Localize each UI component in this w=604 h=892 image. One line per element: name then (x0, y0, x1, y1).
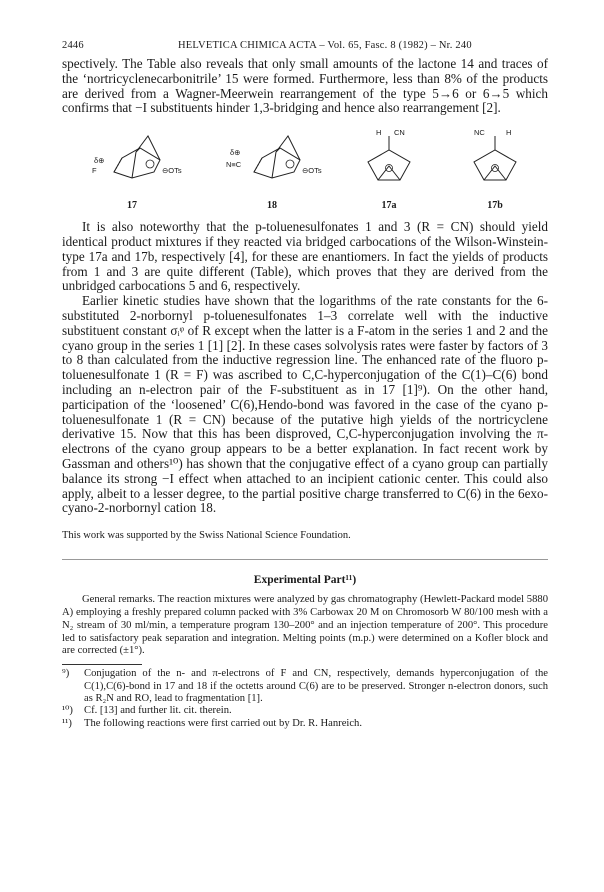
figure-label-17: 17 (127, 200, 137, 212)
norbornyl-structure-drawing (92, 122, 182, 192)
section-divider (62, 559, 548, 560)
footnote-mark: ¹¹) (62, 717, 72, 729)
structure-figures (62, 122, 548, 218)
page-number: 2446 (62, 40, 84, 51)
bridged-cation-drawing (460, 122, 530, 192)
figure-label-17a: 17a (381, 200, 397, 212)
general-remarks: General remarks. The reaction mixtures were analyzed by gas chromatography (Hewlett-Packard model 5880 A) employing a freshly prepared column packed with 3% Carbowax 20 M on Chromosorb W 80/100 mesh with a N₂ stream of 30 ml/min, a temperature program 130–200° and an injection temperature of 200°. This procedure led to satisfactory peak separation and integration. Melting points (m.p.) were determined on a Kofler block and are corrected (±1°). (62, 594, 548, 657)
footnote-rule (62, 664, 142, 665)
experimental-text (62, 594, 548, 658)
footnotes (62, 668, 548, 730)
page (62, 40, 548, 730)
figure-label-17b: 17b (487, 200, 503, 212)
paragraph-continuation: spectively. The Table also reveals that only small amounts of the lactone 14 and traces of the ‘nortricyclenecarbonitrile’ 15 were formed. Furthermore, less than 8% of the products are derived from a Wagner-Meerwein rearrangement of the type 5→6 or 6→5 which confirms that −I substituents hinder 1,3-bridging and hence also rearrangement [2]. (62, 56, 548, 116)
main-text (62, 57, 548, 116)
footnote (62, 718, 548, 730)
running-header (62, 40, 548, 51)
main-text-continued (62, 220, 548, 516)
structure-17: δ⊕ F ⊖OTs 17 (92, 122, 182, 218)
bridged-cation-drawing (354, 122, 424, 192)
footnote-mark: ⁹) (62, 668, 70, 680)
footnote-text: Cf. [13] and further lit. cit. therein. (84, 705, 232, 717)
journal-header: HELVETICA CHIMICA ACTA – Vol. 65, Fasc. 8 (1982) – Nr. 240 (178, 40, 472, 51)
figure-label-18: 18 (267, 200, 277, 212)
structure-17b: NC H 17b (460, 122, 530, 218)
footnote (62, 668, 548, 705)
section-title-experimental: Experimental Part¹¹) (253, 574, 357, 587)
footnote (62, 705, 548, 717)
footnote-text: The following reactions were first carried out by Dr. R. Hanreich. (84, 717, 362, 729)
norbornyl-structure-drawing (222, 122, 322, 192)
paragraph: It is also noteworthy that the p-toluenesulfonates 1 and 3 (R = CN) should yield identical product mixtures if they reacted via bridged carbocations of the Wilson-Winstein-type 17a and 17b, respectively [4], for these are enantiomers. In fact the yields of products from 1 and 3 are quite different (Table), which proves that they are derived from the unbridged carbocations 5 and 6, respectively. (62, 219, 548, 294)
acknowledgement: This work was supported by the Swiss National Science Foundation. (62, 530, 351, 542)
footnote-text: Conjugation of the n- and π-electrons of F and CN, respectively, demands hyperconjugation of the C(1),C(6)-bond in 17 and 18 if the octetts around C(6) are to be preserved. Stronger n-electron donors, such as R₂N and RO, lead to fragmentation [1]. (84, 668, 548, 704)
structure-17a: H CN 17a (354, 122, 424, 218)
footnote-mark: ¹⁰) (62, 705, 73, 717)
structure-18: δ⊕ N≡C ⊖OTs 18 (222, 122, 322, 218)
paragraph: Earlier kinetic studies have shown that the logarithms of the rate constants for the 6-substituted 2-norbornyl p-toluenesulfonates 1–3 correlate well with the inductive substituent constant σᵢᵠ of R except when the latter is a F-atom in the series 1 and 2 and the cyano group in the series 1 [1] [2]. In these cases solvolysis rates were faster by factors of 3 to 8 than calculated from the inductive regression line. The enhanced rate of the fluoro p-toluenesulfonate 1 (R = F) was ascribed to C,C-hyperconjugation of the C(1)–C(6) bond including an n-electron pair of the F-substituent as in 17 [1]⁹). On the other hand, participation of the ‘loosened’ C(6),Hendo-bond was favored in the case of the cyano p-toluenesulfonate 1 (R = CN) because of the putative high yields of the nortricyclene derivative 15. Now that this has been disproved, C,C-hyperconjugation involving the π-electrons of the cyano group appears to be a better explanation. In fact recent work by Gassman and others¹⁰) has shown that the conjugative effect of a cyano group can partially balance its strong −I effect when attached to an incipient cationic center. This could also apply, albeit to a lesser degree, to the partial positive charge transferred to C(6) in the 6exo-cyano-2-norbornyl cation 18. (62, 293, 548, 516)
